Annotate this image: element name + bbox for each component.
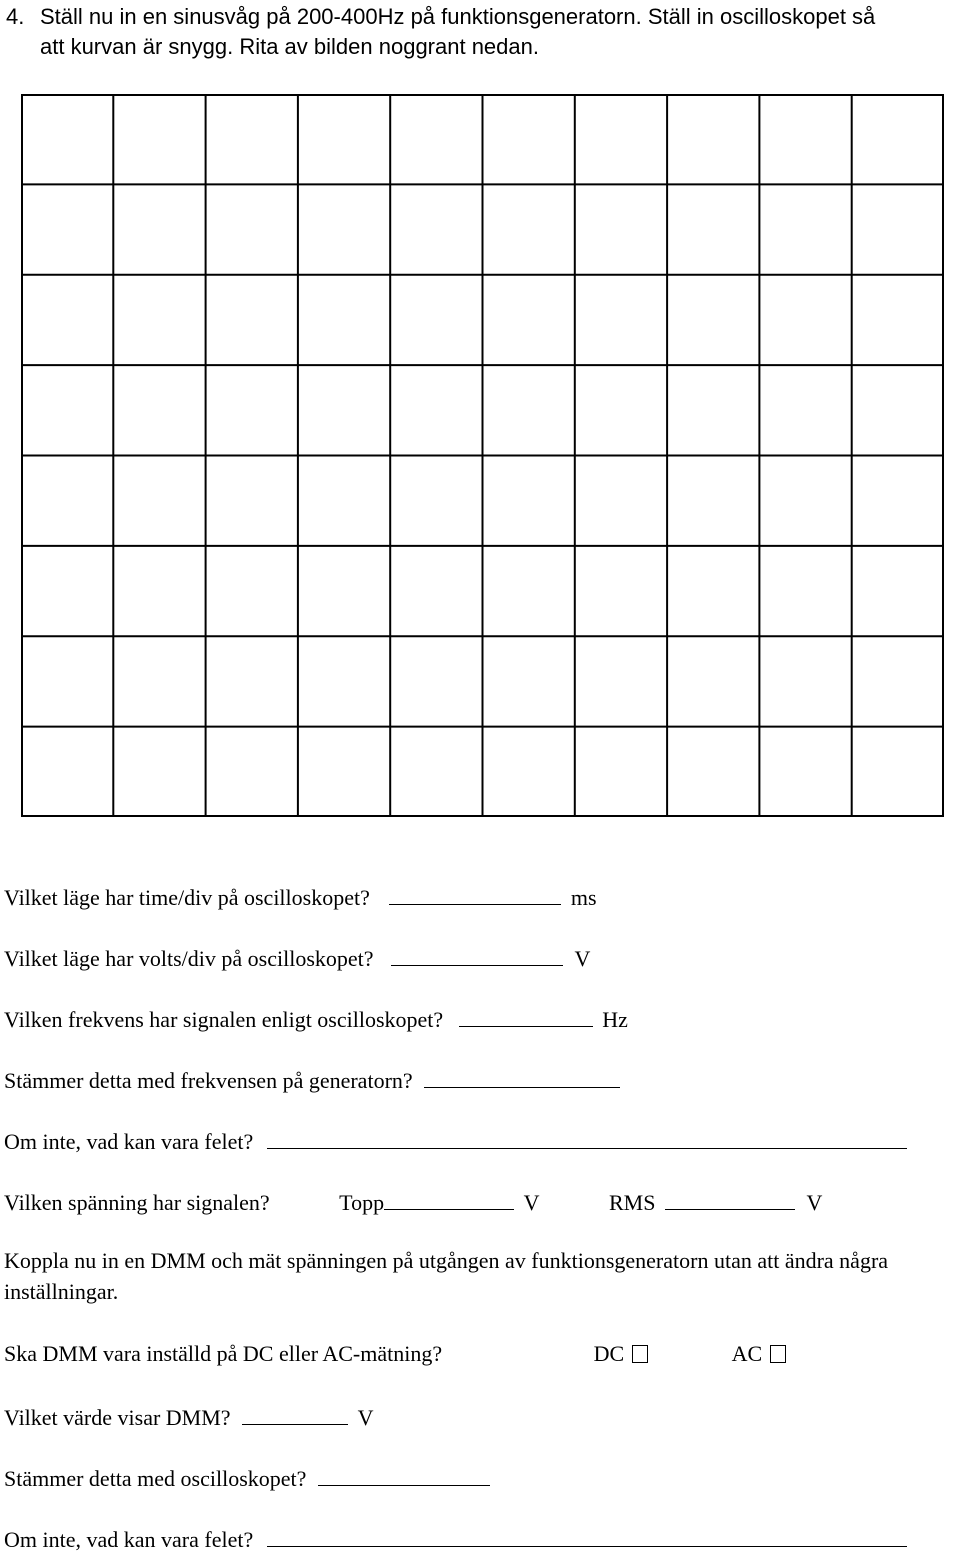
question-dmm-mode-text: Ska DMM vara inställd på DC eller AC-mätning? [4, 1341, 443, 1366]
question-match-generator-text: Stämmer detta med frekvensen på generatorn? [4, 1068, 413, 1093]
question-if-not-1-text: Om inte, vad kan vara felet? [4, 1129, 254, 1154]
question-dmm-value-text: Vilket värde visar DMM? [4, 1405, 231, 1430]
question-if-not-2-text: Om inte, vad kan vara felet? [4, 1527, 254, 1552]
answer-blank-if-not-2[interactable] [267, 1524, 907, 1547]
unit-time-div: ms [570, 885, 597, 910]
question-voltage [4, 1187, 822, 1216]
question-match-scope-text: Stämmer detta med oscilloskopet? [4, 1466, 307, 1491]
unit-frequency: Hz [602, 1007, 628, 1032]
question-time-div [4, 882, 597, 911]
unit-volts-div: V [574, 946, 591, 971]
question-dmm-mode [4, 1341, 786, 1367]
answer-blank-volts-div[interactable] [391, 943, 563, 966]
answer-blank-frequency[interactable] [459, 1004, 593, 1027]
exercise-number: 4. [6, 4, 25, 29]
question-frequency-text: Vilken frekvens har signalen enligt oscilloskopet? [4, 1007, 444, 1032]
question-volts-div [4, 943, 590, 972]
question-dmm-value [4, 1402, 373, 1431]
question-time-div-text: Vilket läge har time/div på oscilloskopet? [4, 885, 370, 910]
unit-peak: V [523, 1190, 540, 1215]
dmm-instruction-paragraph: Koppla nu in en DMM och mät spänningen på utgången av funktionsgeneratorn utan att ändra några inställningar. [4, 1248, 889, 1304]
dc-label: DC [593, 1341, 625, 1366]
peak-label: Topp [339, 1190, 385, 1215]
oscilloscope-drawing-grid[interactable] [21, 94, 944, 817]
answer-blank-if-not-1[interactable] [267, 1126, 907, 1149]
answer-blank-rms[interactable] [665, 1187, 795, 1210]
answer-blank-match-generator[interactable] [424, 1065, 620, 1088]
unit-rms: V [806, 1190, 823, 1215]
answer-blank-peak[interactable] [384, 1187, 514, 1210]
question-if-not-1 [4, 1126, 907, 1155]
answer-blank-time-div[interactable] [389, 882, 561, 905]
exercise-heading-line-1: Ställ nu in en sinusvåg på 200-400Hz på funktionsgeneratorn. Ställ in oscilloskopet så [40, 4, 876, 29]
rms-label: RMS [608, 1190, 656, 1215]
exercise-heading [6, 2, 875, 62]
unit-dmm-value: V [357, 1405, 374, 1430]
question-match-scope [4, 1463, 490, 1492]
ac-checkbox[interactable] [770, 1345, 786, 1363]
answer-blank-match-scope[interactable] [318, 1463, 490, 1486]
ac-label: AC [731, 1341, 763, 1366]
question-frequency [4, 1004, 628, 1033]
question-match-generator [4, 1065, 620, 1094]
question-voltage-text: Vilken spänning har signalen? [4, 1190, 270, 1215]
exercise-heading-line-2: att kurvan är snygg. Rita av bilden noggrant nedan. [40, 34, 539, 59]
answer-blank-dmm-value[interactable] [242, 1402, 348, 1425]
dc-checkbox[interactable] [632, 1345, 648, 1363]
question-volts-div-text: Vilket läge har volts/div på oscilloskopet? [4, 946, 374, 971]
question-if-not-2 [4, 1524, 907, 1553]
